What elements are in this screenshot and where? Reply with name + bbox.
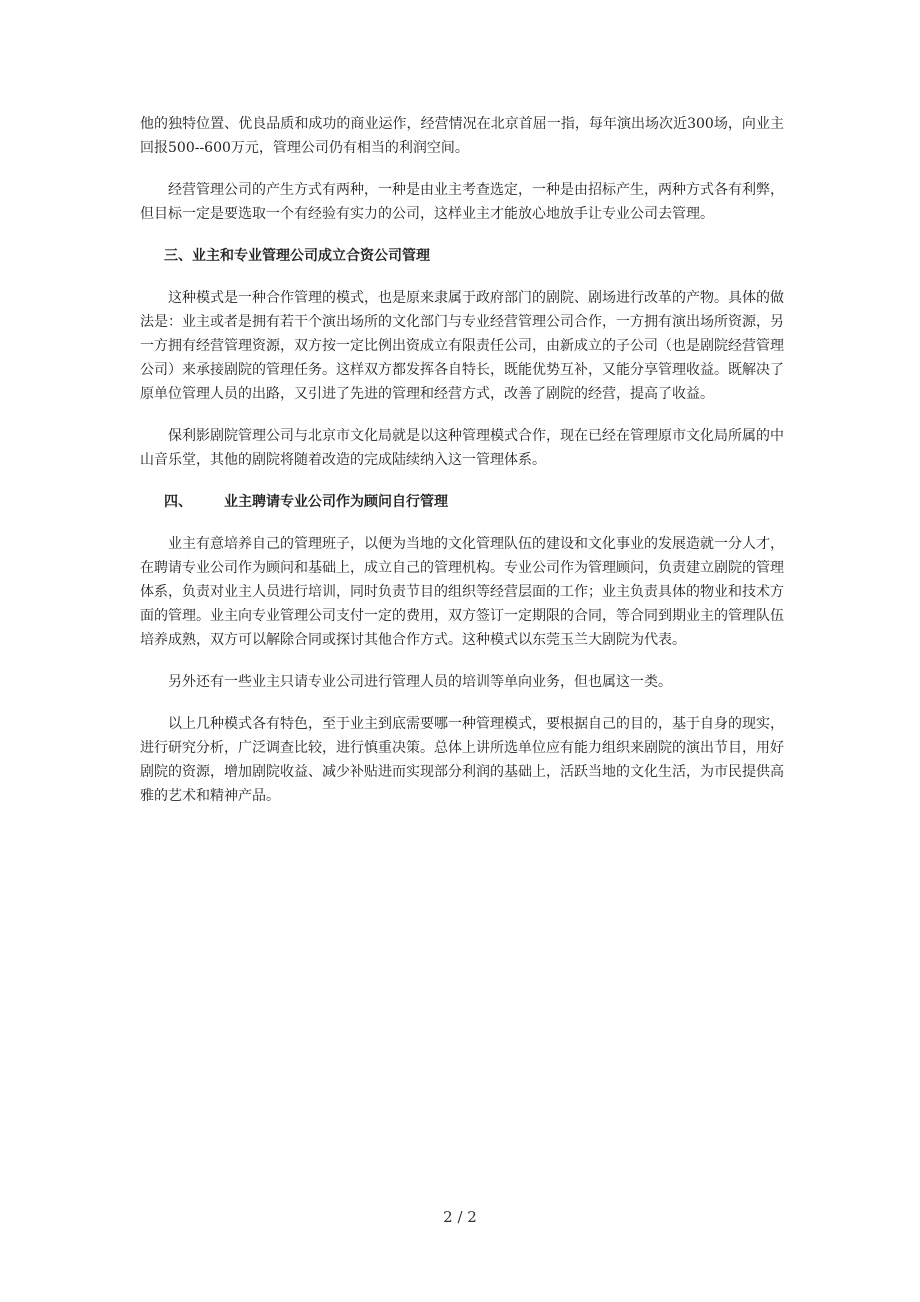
section-heading-4-number: 四、 — [164, 494, 192, 510]
section-heading-4 — [140, 490, 784, 514]
paragraph-7: 以上几种模式各有特色，至于业主到底需要哪一种管理模式，要根据自己的目的，基于自身的现实，进行研究分析，广泛调查比较，进行慎重决策。总体上讲所选单位应有能力组织来剧院的演出节目，用好剧院的资源，增加剧院收益、减少补贴进而实现部分利润的基础上，活跃当地的文化生活，为市民提供高雅的艺术和精神产品。 — [140, 716, 784, 804]
paragraph-1: 他的独特位置、优良品质和成功的商业运作，经营情况在北京首屈一指，每年演出场次近300场，向业主回报500--600万元，管理公司仍有相当的利润空间。 — [140, 116, 784, 156]
section-heading-4-text: 业主聘请专业公司作为顾问自行管理 — [224, 494, 448, 510]
document-body — [140, 112, 784, 826]
watermark: www.zixin.com.cn — [380, 995, 895, 1058]
paragraph-6: 另外还有一些业主只请专业公司进行管理人员的培训等单向业务，但也属这一类。 — [168, 674, 672, 690]
paragraph-5: 业主有意培养自己的管理班子，以便为当地的文化管理队伍的建设和文化事业的发展造就一分人才，在聘请专业公司作为顾问和基础上，成立自己的管理机构。专业公司作为管理顾问，负责建立剧院的管理体系，负责对业主人员进行培训，同时负责节目的组织等经营层面的工作；业主负责具体的物业和技术方面的管理。业主向专业管理公司支付一定的费用，双方签订一定期限的合同，等合同到期业主的管理队伍培养成熟，双方可以解除合同或探讨其他合作方式。这种模式以东莞玉兰大剧院为代表。 — [140, 536, 784, 648]
paragraph-4: 保利影剧院管理公司与北京市文化局就是以这种管理模式合作，现在已经在管理原市文化局所属的中山音乐堂，其他的剧院将随着改造的完成陆续纳入这一管理体系。 — [140, 428, 784, 468]
section-heading-3: 三、业主和专业管理公司成立合资公司管理 — [164, 248, 430, 264]
paragraph-2: 经营管理公司的产生方式有两种，一种是由业主考查选定，一种是由招标产生，两种方式各有利弊，但目标一定是要选取一个有经验有实力的公司，这样业主才能放心地放手让专业公司去管理。 — [140, 182, 784, 222]
paragraph-3: 这种模式是一种合作管理的模式，也是原来隶属于政府部门的剧院、剧场进行改革的产物。具体的做法是：业主或者是拥有若干个演出场所的文化部门与专业经营管理公司合作，一方拥有演出场所资源，另一方拥有经营管理资源，双方按一定比例出资成立有限责任公司，由新成立的子公司（也是剧院经营管理公司）来承接剧院的管理任务。这样双方都发挥各自特长，既能优势互补，又能分享管理收益。既解决了原单位管理人员的出路，又引进了先进的管理和经营方式，改善了剧院的经营，提高了收益。 — [140, 290, 784, 402]
page-number: 2 / 2 — [443, 1208, 477, 1226]
